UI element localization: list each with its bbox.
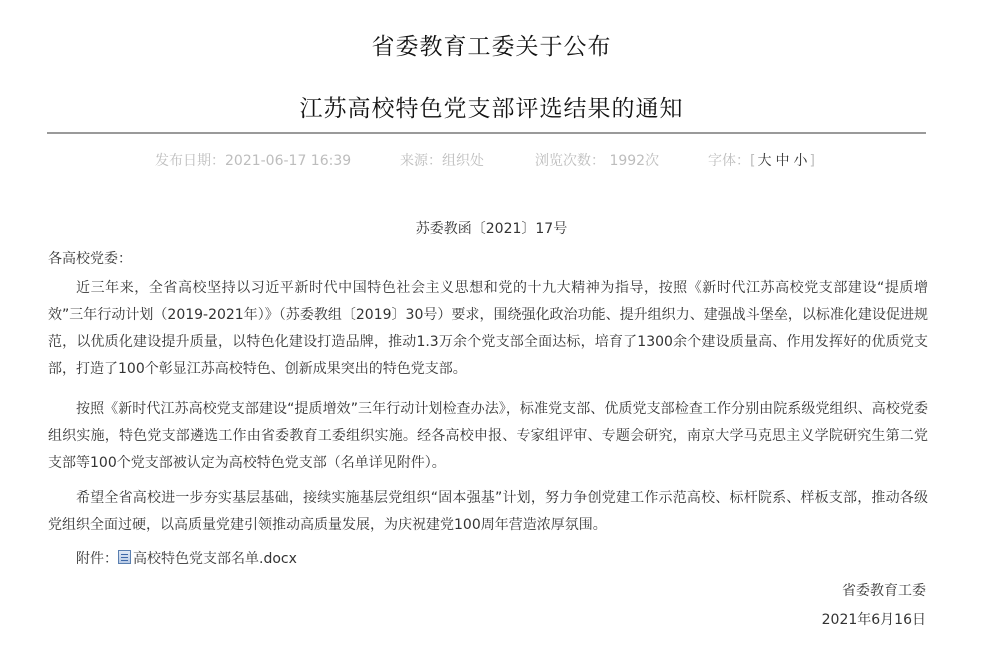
font-size-close-bracket: ] — [809, 153, 815, 169]
article-meta-bar — [0, 150, 983, 172]
signature-org: 省委教育工委 — [842, 583, 926, 599]
publish-date: 发布日期：2021-06-17 16:39 — [155, 153, 352, 169]
font-size-small-button[interactable]: 小 — [793, 153, 808, 169]
font-size-large-button[interactable]: 大 — [757, 153, 772, 169]
body-paragraph: 近三年来，全省高校坚持以习近平新时代中国特色社会主义思想和党的十九大精神为指导，按照《新时代江苏高校党支部建设“提质增效”三年行动计划（2019-2021年）》（苏委教组〔2019〕30号）要求，围绕强化政治功能、提升组织力、建强战斗堡垒，以标准化建设促进规范，以优质化建设提升质量，以特色化建设打造品牌，推动1.3万余个党支部全面达标，培育了1300余个建设质量高、作用发挥好的优质党支部，打造了100个彰显江苏高校特色、创新成果突出的特色党支部。 — [48, 280, 928, 377]
title-divider — [47, 132, 926, 134]
source-label: 来源：组织处 — [400, 153, 484, 169]
view-count: 浏览次数： 1992次 — [535, 153, 660, 169]
body-paragraph: 按照《新时代江苏高校党支部建设“提质增效”三年行动计划检查办法》，标准党支部、优质党支部检查工作分别由院系级党组织、高校党委组织实施，特色党支部遴选工作由省委教育工委组织实施。经各高校申报、专家组评审、专题会研究，南京大学马克思主义学院研究生第二党支部等100个党支部被认定为高校特色党支部（名单详见附件）。 — [48, 401, 928, 471]
font-size-label: 字体：[ — [708, 153, 756, 169]
font-size-switcher — [708, 150, 815, 170]
salutation: 各高校党委： — [48, 251, 132, 267]
article-title-line-1: 省委教育工委关于公布 — [371, 34, 612, 60]
attachment-link[interactable]: 高校特色党支部名单.docx — [133, 551, 297, 567]
font-size-medium-button[interactable]: 中 — [775, 153, 790, 169]
attachment-row — [76, 548, 297, 568]
article-title-line-2: 江苏高校特色党支部评选结果的通知 — [299, 96, 684, 122]
body-paragraph: 希望全省高校进一步夯实基层基础，接续实施基层党组织“固本强基”计划，努力争创党建工作示范高校、标杆院系、样板支部，推动各级党组织全面过硬，以高质量党建引领推动高质量发展，为庆祝建党100周年营造浓厚氛围。 — [48, 490, 928, 533]
attachment-label: 附件： — [76, 551, 118, 567]
document-number: 苏委教函〔2021〕17号 — [415, 221, 568, 237]
docx-file-icon — [118, 550, 131, 564]
signature-date: 2021年6月16日 — [821, 612, 926, 628]
